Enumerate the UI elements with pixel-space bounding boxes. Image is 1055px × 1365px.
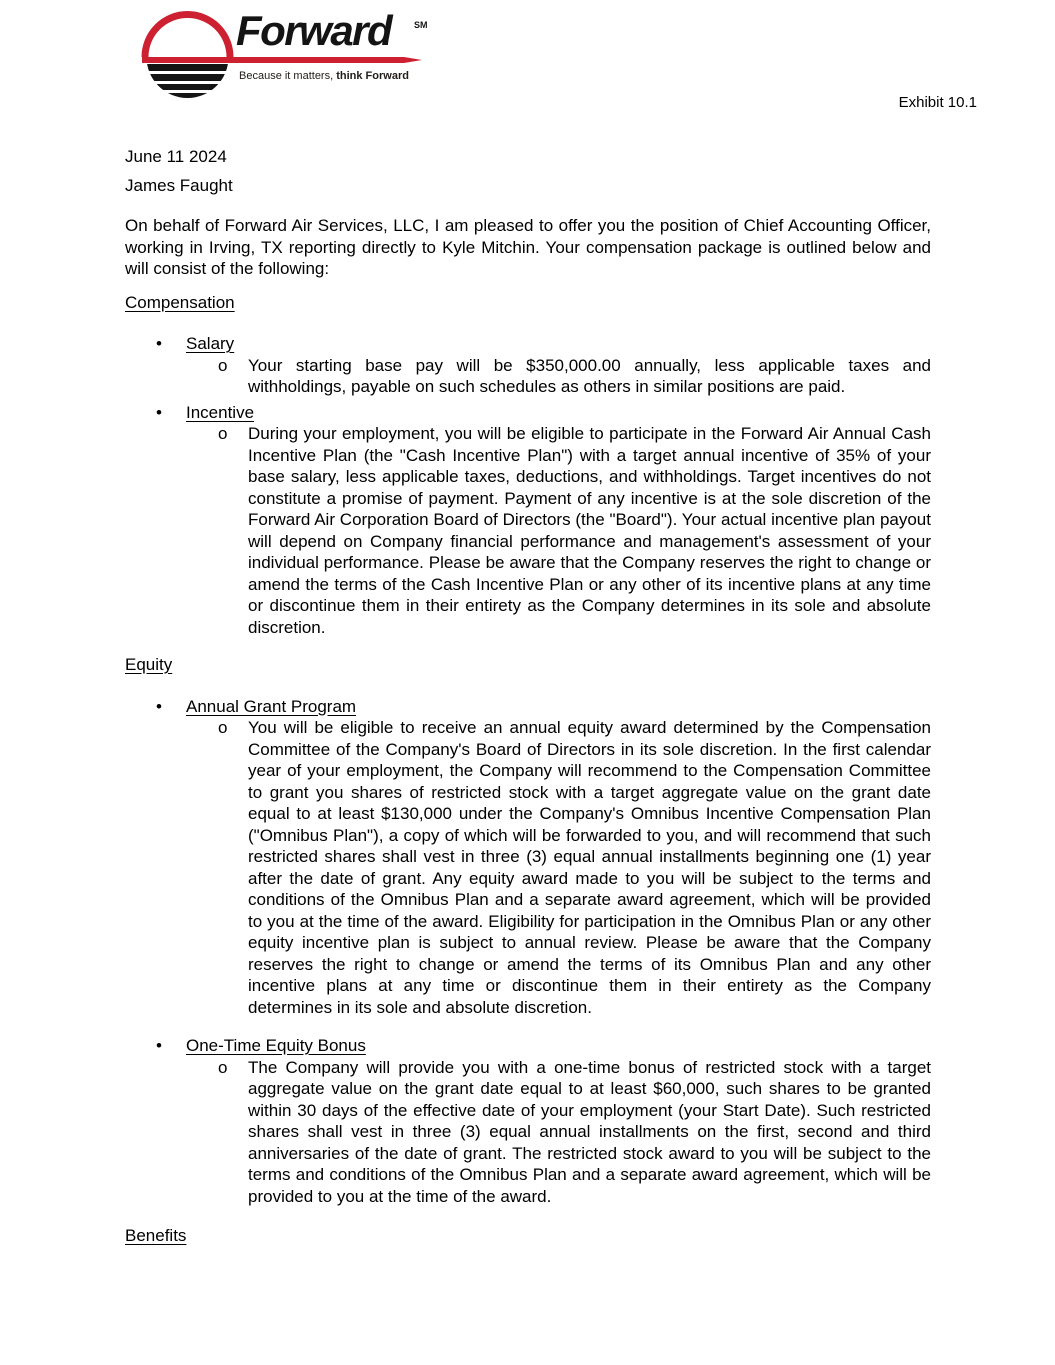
bullet-marker-icon: • (156, 334, 162, 353)
sub-bullet-marker-icon: o (218, 1057, 228, 1077)
list-item-one-time-equity-bonus (125, 1035, 931, 1207)
logo-service-mark: SM (414, 20, 428, 30)
sub-bullet-row (125, 1057, 931, 1208)
bullet-marker-icon: • (156, 1036, 162, 1055)
salary-label: Salary (186, 334, 235, 353)
annual-grant-program-label: Annual Grant Program (186, 696, 357, 716)
sub-bullet-marker-icon: o (218, 424, 228, 443)
bullet-marker-icon: • (156, 696, 162, 716)
bullet-row (125, 402, 931, 424)
letter-body (125, 0, 931, 1247)
list-item-annual-grant-program (125, 696, 931, 1019)
bullet-row (125, 1035, 931, 1057)
sub-bullet-marker-icon: o (218, 718, 228, 737)
bullet-row (125, 696, 931, 718)
sub-bullet-marker-icon: o (218, 355, 228, 375)
salary-text: Your starting base pay will be $350,000.00 annually, less applicable taxes and withholdings, payable on such schedules as others in similar positions are paid. (248, 355, 931, 396)
annual-grant-program-text: You will be eligible to receive an annual equity award determined by the Compensation Committee of the Company's Board of Directors in its sole discretion. In the first calendar year of your employment, the Company will recommend to the Compensation Committee to grant you shares of restricted stock with a target aggregate value on the grant date equal to at least $130,000 under the Company's Omnibus Incentive Compensation Plan ("Omnibus Plan"), a copy of which will be forwarded to you, and will recommend that such restricted shares shall vest in three (3) equal annual installments beginning one (1) year after the date of grant. Any equity award made to you will be subject to the terms and conditions of the Omnibus Plan and a separate award agreement, which will be provided to you at the time of the award. Eligibility for participation in the Omnibus Plan or any other equity incentive plan is subject to annual review. Please be aware that the Company reserves the right to change or amend the terms of its Omnibus Plan and any other incentive plans at any time or discontinue them in their entirety as the Company determines in its sole and absolute discretion. (248, 718, 931, 1017)
sub-bullet-row (125, 717, 931, 1018)
incentive-text: During your employment, you will be eligible to participate in the Forward Air Annual Cash Incentive Plan (the "Cash Incentive Plan") with a target annual incentive of 35% of your base salary, less applicable taxes, deductions, and withholdings. Target incentives do not constitute a promise of payment. Payment of any incentive is at the sole discretion of the Forward Air Corporation Board of Directors (the "Board"). Your actual incentive plan payout will depend on Company financial performance and management's assessment of your individual performance. Please be aware that the Company reserves the right to change or amend the terms of the Cash Incentive Plan or any other of its incentive plans at any time or discontinue them in their entirety as the Company determines in its sole and absolute discretion. (248, 424, 931, 637)
section-heading-benefits: Benefits (125, 1226, 187, 1245)
section-heading-compensation: Compensation (125, 292, 235, 312)
section-heading-equity: Equity (125, 655, 173, 674)
one-time-equity-bonus-text: The Company will provide you with a one-time bonus of restricted stock with a target aggregate value on the grant date equal to at least $60,000, such shares to be granted within 30 days of the effective date of your employment (your Start Date). Such restricted shares shall vest in three (3) equal annual installments on the first, second and third anniversaries of the date of grant. The restricted stock award to you will be subject to the terms and conditions of the Omnibus Plan and a separate award agreement, which will be provided to you at the time of the award. (248, 1057, 931, 1206)
letter-recipient: James Faught (125, 175, 233, 195)
list-item-salary (125, 333, 931, 398)
exhibit-label: Exhibit 10.1 (898, 94, 977, 111)
bullet-marker-icon: • (156, 402, 162, 422)
sub-bullet-row (125, 423, 931, 638)
logo-wordmark: Forward (236, 7, 392, 54)
one-time-equity-bonus-label: One-Time Equity Bonus (186, 1036, 366, 1055)
list-item-incentive (125, 402, 931, 639)
letter-date: June 11 2024 (125, 147, 227, 166)
sub-bullet-row (125, 355, 931, 398)
bullet-row (125, 333, 931, 355)
logo-tagline-emphasis: think Forward (336, 70, 409, 82)
logo-tagline-prefix: Because it matters, (239, 70, 337, 82)
incentive-label: Incentive (186, 402, 255, 422)
letter-intro-paragraph: On behalf of Forward Air Services, LLC, I am pleased to offer you the position of Chief Accounting Officer, working in Irving, TX reporting directly to Kyle Mitchin. Your compensation package is outlined below and will consist of the following: (125, 216, 931, 278)
